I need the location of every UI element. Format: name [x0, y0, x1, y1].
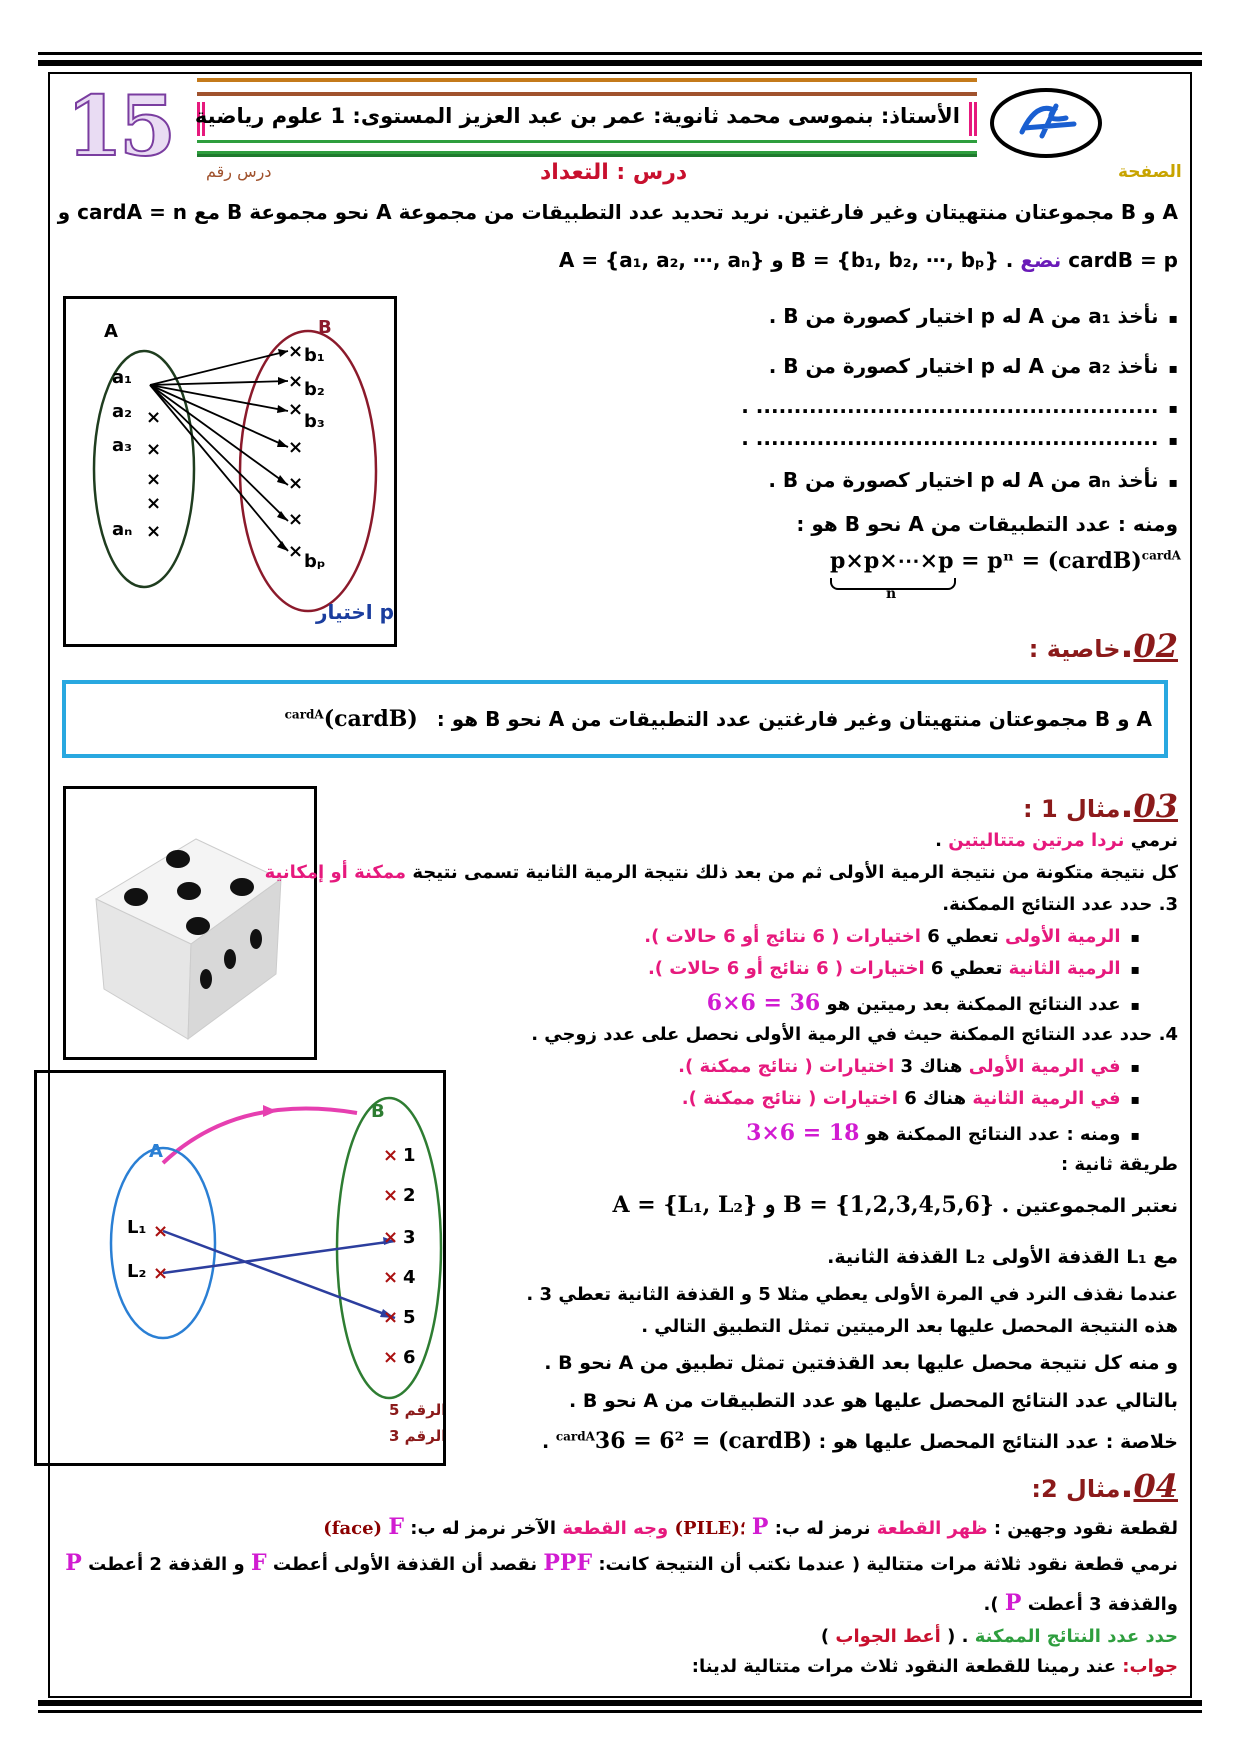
svg-text:×: ×: [146, 493, 162, 514]
header-stripes-bottom: [197, 140, 977, 154]
lesson-title: درس : التعداد: [540, 160, 688, 185]
diagram2-right-item: 1: [403, 1145, 416, 1166]
logo: [990, 88, 1102, 158]
conclusion-formula: p×p×⋯×p = pⁿ = (cardB)$^{cardA}$: [830, 548, 1181, 574]
top-rule-1: [38, 52, 1202, 55]
this-line: هذه النتيجة المحصل عليها بعد الرميتين تمثل التطبيق التالي .: [641, 1316, 1178, 1337]
svg-text:×: ×: [383, 1307, 399, 1328]
diagram1-left-item: a₃: [112, 435, 133, 456]
conclusion-text: ومنه : عدد التطبيقات من A نحو B هو :: [796, 512, 1178, 536]
svg-text:×: ×: [383, 1145, 399, 1166]
ex2-line4: حدد عدد النتائج الممكنة . ( أعط الجواب ): [820, 1626, 1178, 1647]
dice-picture: [63, 786, 317, 1060]
diagram2-right-item: 6: [403, 1347, 416, 1368]
ex2-line5: جواب: عند رمينا للقطعة النقود ثلاث مرات متتالية لدينا:: [691, 1656, 1178, 1677]
summary-line: خلاصة : عدد النتائج المحصل عليها هو : 36 = 6² = (cardB)$^{cardA}$ .: [541, 1428, 1178, 1454]
diagram2-label-B: B: [371, 1101, 385, 1122]
ex1-q3-b2: ▪ الرمية الثانية تعطي 6 اختيارات ( 6 نتائج أو 6 حالات ).: [62, 958, 1140, 979]
section04-heading: 04.مثال 2:: [1031, 1466, 1178, 1506]
svg-text:×: ×: [383, 1347, 399, 1368]
ex1-q3: 3. حدد عدد النتائج الممكنة.: [942, 894, 1178, 915]
ex1-q4-b2: ▪ في الرمية الثانية هناك 6 اختيارات ( نتائج ممكنة ).: [62, 1088, 1140, 1109]
diagram1-label-B: B: [318, 317, 332, 338]
diagram1-right-item: b₃: [304, 411, 325, 432]
diagram2-left-item: L₁: [127, 1217, 147, 1238]
svg-text:×: ×: [153, 1221, 169, 1242]
ex1-q4: 4. حدد عدد النتائج الممكنة حيث في الرمية الأولى نحصل على عدد زوجي .: [531, 1024, 1178, 1045]
bottom-rule-1: [38, 1700, 1202, 1706]
top-rule-2: [38, 60, 1202, 66]
svg-text:×: ×: [146, 407, 162, 428]
mapping-diagram-1-svg: [66, 299, 394, 644]
svg-text:×: ×: [288, 509, 304, 530]
step-n: ▪ نأخذ aₙ من A له p اختيار كصورة من B .: [420, 468, 1178, 492]
svg-text:×: ×: [383, 1267, 399, 1288]
diagram2-label-A: A: [149, 1141, 163, 1162]
ex2-line1: لقطعة نقود وجهين : ظهر القطعة نرمز له ب: P (PILE)؛ وجه القطعة الآخر نرمز له ب: F (face): [323, 1514, 1178, 1540]
each-line: و منه كل نتيجة محصل عليها بعد القذفتين تمثل تطبيق من A نحو B .: [544, 1352, 1178, 1374]
section03-heading: 03.مثال 1 :: [1023, 786, 1178, 826]
svg-text:×: ×: [146, 439, 162, 460]
diagram1-right-item: bₚ: [304, 551, 326, 572]
svg-text:×: ×: [153, 1263, 169, 1284]
teacher-line: الأستاذ: بنموسى محمد ثانوية: عمر بن عبد العزيز المستوى: 1 علوم رياضية: [194, 104, 960, 128]
ex1-q4-b1: ▪ في الرمية الأولى هناك 3 اختيارات ( نتائج ممكنة ).: [62, 1056, 1140, 1077]
svg-text:×: ×: [288, 399, 304, 420]
mapping-diagram-2-svg: [37, 1073, 443, 1463]
svg-text:×: ×: [146, 521, 162, 542]
diagram2-left-item: L₂: [127, 1261, 147, 1282]
svg-text:×: ×: [288, 437, 304, 458]
svg-text:×: ×: [383, 1227, 399, 1248]
diagram1-right-item: b₂: [304, 379, 325, 400]
brace-label: n: [886, 586, 897, 602]
svg-text:×: ×: [288, 473, 304, 494]
header-stripes-bottom2: [197, 154, 977, 157]
diagram1-right-item: b₁: [304, 345, 325, 366]
with-line: مع L₁ القذفة الأولى L₂ القذفة الثانية.: [827, 1246, 1178, 1268]
diagram2-right-item: 2: [403, 1185, 416, 1206]
bottom-rule-2: [38, 1710, 1202, 1713]
page-number: 15: [66, 79, 173, 175]
diagram1-left-item: aₙ: [112, 519, 133, 540]
ex1-q4-b3: ▪ ومنه : عدد النتائج الممكنة هو 3×6 = 18: [62, 1120, 1140, 1146]
step-4: ▪ ..................................................... .: [420, 426, 1178, 450]
ex1-line1: نرمي نردا مرتين متتاليتين .: [935, 830, 1178, 851]
ex2-line2: نرمي قطعة نقود ثلاثة مرات متتالية ( عندما نكتب أن النتيجة كانت: PPF نقصد أن القذفة الأولى أعطت F و القذفة 2 أعطت P: [65, 1550, 1178, 1576]
mapping-diagram-2: [34, 1070, 446, 1466]
svg-text:×: ×: [288, 371, 304, 392]
diagram2-right-item: 3: [403, 1227, 416, 1248]
mapping-diagram-1: [63, 296, 397, 647]
thus-line: بالتالي عدد النتائج المحصل عليها هو عدد التطبيقات من A نحو B .: [569, 1390, 1178, 1412]
when-line: عندما نقذف النرد في المرة الأولى يعطي مثلا 5 و القذفة الثانية تعطي 3 .: [526, 1284, 1178, 1305]
ex1-line2: كل نتيجة متكونة من نتيجة الرمية الأولى ثم من بعد ذلك نتيجة الرمية الثانية تسمى نتيجة ممكنة أو إمكانية: [264, 862, 1178, 883]
ex1-q3-b1: ▪ الرمية الأولى تعطي 6 اختيارات ( 6 نتائج أو 6 حالات ).: [62, 926, 1140, 947]
page-label: الصفحة: [1118, 162, 1182, 182]
step-1: ▪ نأخذ a₁ من A له p اختيار كصورة من B .: [420, 304, 1178, 328]
intro-line1: A و B مجموعتان منتهيتان وغير فارغتين. نريد تحديد عدد التطبيقات من مجموعة A نحو مجموعة B مع cardA = n و: [57, 200, 1178, 224]
diagram1-left-item: a₁: [112, 367, 133, 388]
diagram2-right-item: 4: [403, 1267, 416, 1288]
diagram2-right-item: 5: [403, 1307, 416, 1328]
svg-text:×: ×: [146, 469, 162, 490]
diagram2-caption1: الرقم 5: [389, 1401, 443, 1419]
svg-text:×: ×: [383, 1185, 399, 1206]
method2: طريقة ثانية :: [1060, 1154, 1178, 1175]
ex1-q3-b3: ▪ عدد النتائج الممكنة بعد رميتين هو 6×6 = 36: [62, 990, 1140, 1016]
intro-line2: cardB = p نضع . B = {b₁, b₂, ⋯, bₚ} و A = {a₁, a₂, ⋯, aₙ}: [558, 248, 1178, 272]
section02-heading: 02.خاصية :: [1028, 626, 1178, 666]
step-3: ▪ ..................................................... .: [420, 394, 1178, 418]
diagram1-label-A: A: [104, 321, 118, 342]
header-stripes-top2: [197, 92, 977, 96]
svg-text:×: ×: [288, 541, 304, 562]
consider-sets: نعتبر المجموعتين A = {L₁, L₂} و B = {1,2,3,4,5,6} .: [612, 1192, 1178, 1218]
svg-text:×: ×: [288, 341, 304, 362]
property-text: A و B مجموعتان منتهيتان وغير فارغتين عدد التطبيقات من A نحو B هو : (cardB)$^{cardA}$: [284, 706, 1152, 732]
lesson-number-label: درس رقم: [206, 162, 272, 181]
ex2-line3: والقذفة 3 أعطت P ).: [983, 1590, 1178, 1616]
diagram2-caption2: الرقم 3: [389, 1427, 443, 1445]
step-2: ▪ نأخذ a₂ من A له p اختيار كصورة من B .: [420, 354, 1178, 378]
diagram1-left-item: a₂: [112, 401, 133, 422]
diagram1-caption: p اختيار: [316, 600, 394, 624]
